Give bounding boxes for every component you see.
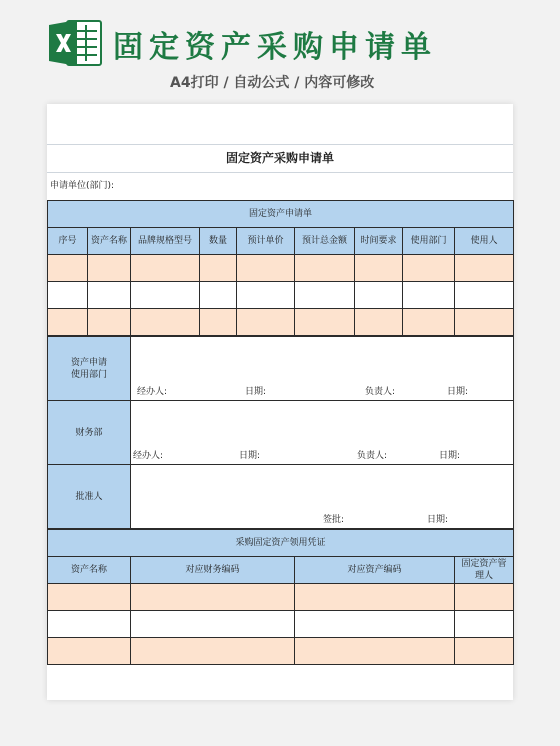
dept-label: 资产申请使用部门 <box>48 337 131 401</box>
table-cell[interactable] <box>200 309 237 336</box>
table-cell[interactable] <box>455 611 514 638</box>
col-header: 品牌规格型号 <box>131 228 200 255</box>
table-cell[interactable] <box>455 255 514 282</box>
table-cell[interactable] <box>88 282 131 309</box>
table-cell[interactable] <box>295 282 355 309</box>
table-cell[interactable] <box>131 309 200 336</box>
table-cell[interactable] <box>295 611 455 638</box>
dept-date-label: 日期: <box>245 387 267 397</box>
approver-sign-cell[interactable] <box>131 465 514 529</box>
table-row[interactable] <box>48 584 514 611</box>
finance-handler-label: 经办人: <box>133 451 164 461</box>
col-header: 预计总金额 <box>295 228 355 255</box>
table-cell[interactable] <box>237 309 295 336</box>
section2-header-row <box>48 557 514 584</box>
table-cell[interactable] <box>237 255 295 282</box>
dept-date2-label: 日期: <box>447 387 469 397</box>
table-cell[interactable] <box>48 611 131 638</box>
table-cell[interactable] <box>131 638 295 665</box>
voucher-table <box>47 529 514 665</box>
table-cell[interactable] <box>403 282 455 309</box>
table-cell[interactable] <box>455 584 514 611</box>
table-cell[interactable] <box>88 309 131 336</box>
table-cell[interactable] <box>455 282 514 309</box>
table-cell[interactable] <box>200 282 237 309</box>
table-cell[interactable] <box>295 255 355 282</box>
table-cell[interactable] <box>131 255 200 282</box>
col-header: 对应财务编码 <box>131 557 295 584</box>
unit-row[interactable] <box>47 172 513 200</box>
table-cell[interactable] <box>48 584 131 611</box>
table-cell[interactable] <box>403 255 455 282</box>
col-header: 预计单价 <box>237 228 295 255</box>
finance-date2-label: 日期: <box>439 451 461 461</box>
table-cell[interactable] <box>295 584 455 611</box>
table-row[interactable] <box>48 611 514 638</box>
table-row[interactable] <box>48 282 514 309</box>
approval-table <box>47 336 514 529</box>
form-sheet <box>47 104 513 700</box>
table-cell[interactable] <box>131 611 295 638</box>
table-cell[interactable] <box>200 255 237 282</box>
col-header: 数量 <box>200 228 237 255</box>
section1-header-row <box>48 228 514 255</box>
main-title: 固定资产采购申请单 <box>113 30 437 65</box>
approver-date-label: 日期: <box>427 515 449 525</box>
excel-icon <box>47 17 103 69</box>
table-cell[interactable] <box>355 282 403 309</box>
approver-sign-label: 签批: <box>323 515 345 525</box>
table-cell[interactable] <box>48 282 88 309</box>
col-header: 资产名称 <box>88 228 131 255</box>
table-cell[interactable] <box>403 309 455 336</box>
table-cell[interactable] <box>237 282 295 309</box>
col-header: 资产名称 <box>48 557 131 584</box>
table-row[interactable] <box>48 255 514 282</box>
table-cell[interactable] <box>355 309 403 336</box>
unit-label: 申请单位(部门): <box>50 181 115 191</box>
col-header: 使用人 <box>455 228 514 255</box>
section1-title: 固定资产申请单 <box>48 201 514 228</box>
table-cell[interactable] <box>455 309 514 336</box>
top-blank-area <box>47 104 513 144</box>
col-header: 时间要求 <box>355 228 403 255</box>
dept-leader-label: 负责人: <box>365 387 396 397</box>
finance-label: 财务部 <box>48 401 131 465</box>
dept-sign-cell[interactable] <box>131 337 514 401</box>
table-cell[interactable] <box>48 309 88 336</box>
table-cell[interactable] <box>131 282 200 309</box>
col-header: 固定资产管理人 <box>455 557 514 584</box>
col-header: 对应资产编码 <box>295 557 455 584</box>
banner <box>0 0 560 100</box>
table-cell[interactable] <box>88 255 131 282</box>
table-cell[interactable] <box>131 584 295 611</box>
section2-title: 采购固定资产领用凭证 <box>48 530 514 557</box>
table-cell[interactable] <box>355 255 403 282</box>
finance-sign-cell[interactable] <box>131 401 514 465</box>
subtitle: A4打印 / 自动公式 / 内容可修改 <box>170 75 375 91</box>
table-row[interactable] <box>48 638 514 665</box>
approver-label: 批准人 <box>48 465 131 529</box>
table-row[interactable] <box>48 309 514 336</box>
finance-leader-label: 负责人: <box>357 451 388 461</box>
form-title: 固定资产采购申请单 <box>47 144 513 172</box>
dept-handler-label: 经办人: <box>137 387 168 397</box>
table-cell[interactable] <box>48 255 88 282</box>
finance-date-label: 日期: <box>239 451 261 461</box>
col-header: 使用部门 <box>403 228 455 255</box>
purchase-table <box>47 200 514 336</box>
table-cell[interactable] <box>48 638 131 665</box>
table-cell[interactable] <box>455 638 514 665</box>
table-cell[interactable] <box>295 638 455 665</box>
table-cell[interactable] <box>295 309 355 336</box>
col-header: 序号 <box>48 228 88 255</box>
